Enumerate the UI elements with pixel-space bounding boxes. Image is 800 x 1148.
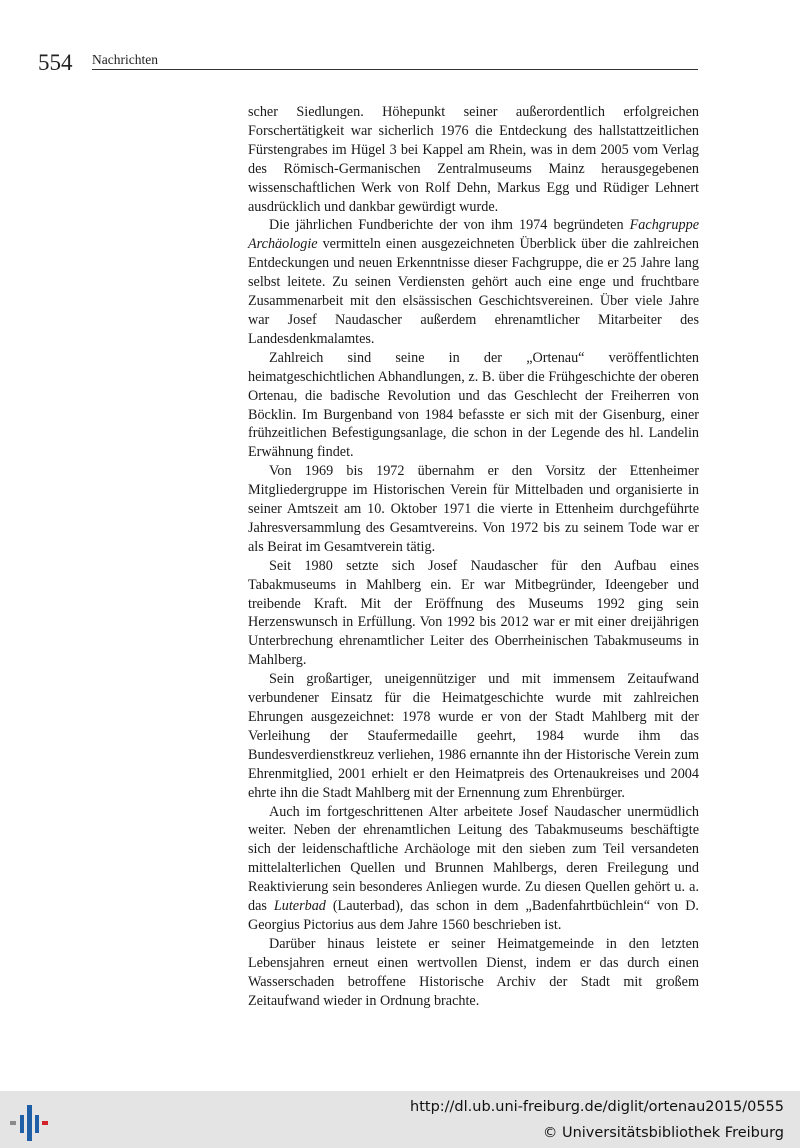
italic-term: Luterbad — [273, 898, 326, 915]
paragraph: Zahlreich sind seine in der „Ortenau“ veröffentlichten heimatgeschichtlichen Abhandlungen, z. B. über die Frühgeschichte der oberen Ortenau, die badische Revolution und das Geschlecht der Freiherren von Böcklin. Im Burgenband von 1984 befasste er sich mit der Gisenburg, einer frühzeitlichen Befestigungsanlage, die schon in der Legende des hl. Landelin Erwähnung findet. — [248, 349, 699, 461]
article-body — [248, 103, 699, 1011]
footer-bar — [0, 1091, 800, 1148]
paragraph: Auch im fortgeschrittenen Alter arbeitete Josef Naudascher unermüdlich weiter. Neben der ehrenamtlichen Leitung des Tabakmuseums beschäftigte sich der leidenschaftliche Archäologe mit den sieben zum Teil versandeten mittelalterlichen Quellen und Brunnen Mahlbergs, deren Freilegung und Reaktivierung sein besonderes Anliegen wurde. Zu diesen Quellen gehört u. a. das Luterbad (Lauterbad), das schon in dem „Badenfahrtbüchlein“ von D. Georgius Pictorius aus dem Jahre 1560 beschrieben ist. — [248, 803, 699, 933]
paragraph: Seit 1980 setzte sich Josef Naudascher für den Aufbau eines Tabakmuseums in Mahlberg ein. Er war Mitbegründer, Ideengeber und treibende Kraft. Mit der Eröffnung des Museums 1992 ging sein Herzenswunsch in Erfüllung. Von 1992 bis 2012 war er mit einer dreijährigen Unterbrechung ehrenamtlicher Leiter des Oberrheinischen Tabakmuseums in Mahlberg. — [248, 557, 699, 669]
paragraph: scher Siedlungen. Höhepunkt seiner außerordentlich erfolgreichen Forschertätigkeit war sicherlich 1976 die Entdeckung des hallstattzeitlichen Fürstengrabes im Hügel 3 bei Kappel am Rhein, was in dem 2005 vom Verlag des Römisch-Germanischen Zentralmuseums Mainz herausgegebenen wissenschaftlichen Werk von Rolf Dehn, Markus Egg und Rüdiger Lehnert ausdrücklich und dankbar gewürdigt wurde. — [248, 104, 699, 215]
paragraph: Die jährlichen Fundberichte der von ihm 1974 begründeten Fachgruppe Archäologie vermitteln einen ausgezeichneten Überblick über die zahlreichen Entdeckungen und neuen Erkenntnisse dieser Fachgruppe, die er 25 Jahre lang selbst leitete. Zu seinen Verdiensten gehört auch eine enge und fruchtbare Zusammenarbeit mit den elsässischen Geschichtsvereinen. Über viele Jahre war Josef Naudascher außerdem ehrenamtlicher Mitarbeiter des Landesdenkmalamtes. — [248, 217, 699, 347]
paragraph: Darüber hinaus leistete er seiner Heimatgemeinde in den letzten Lebensjahren erneut einen wertvollen Dienst, indem er das durch einen Wasserschaden betroffene Historische Archiv der Stadt mit großem Zeitaufwand wieder in Ordnung brachte. — [248, 935, 699, 1009]
paragraph: Von 1969 bis 1972 übernahm er den Vorsitz der Ettenheimer Mitgliedergruppe im Historischen Verein für Mittelbaden und organisierte in seiner Amtszeit am 10. Oktober 1971 die vierte in Ettenheim durchgeführte Jahresversammlung des Gesamtvereins. Von 1972 bis zu seinem Tode war er als Beirat im Gesamtverein tätig. — [248, 463, 699, 555]
running-head: Nachrichten — [92, 52, 158, 67]
ub-freiburg-logo-icon[interactable] — [10, 1101, 50, 1141]
footer-url[interactable] — [410, 1097, 784, 1117]
page-header — [38, 48, 698, 74]
paragraph: Sein großartiger, uneigennütziger und mit immensem Zeitaufwand verbundener Einsatz für die Heimatgeschichte wurde mit zahlreichen Ehrungen ausgezeichnet: 1978 wurde er von der Stadt Mahlberg mit der Verleihung der Staufermedaille geehrt, 1984 wurde ihm das Bundesverdienstkreuz verliehen, 1986 ernannte ihn der Historische Verein zum Ehrenmitglied, 2001 erhielt er den Heimatpreis des Ortenaukreises und 2004 ehrte ihn die Stadt Mahlberg mit der Ernennung zum Ehrenbürger. — [248, 671, 699, 801]
permalink[interactable]: http://dl.ub.uni-freiburg.de/diglit/ortenau2015/0555 — [410, 1099, 784, 1115]
header-rule — [92, 69, 698, 70]
page-number: 554 — [38, 50, 73, 75]
italic-term: Fachgruppe Archäologie — [248, 217, 699, 253]
copyright-notice: © Universitätsbibliothek Freiburg — [542, 1125, 784, 1141]
